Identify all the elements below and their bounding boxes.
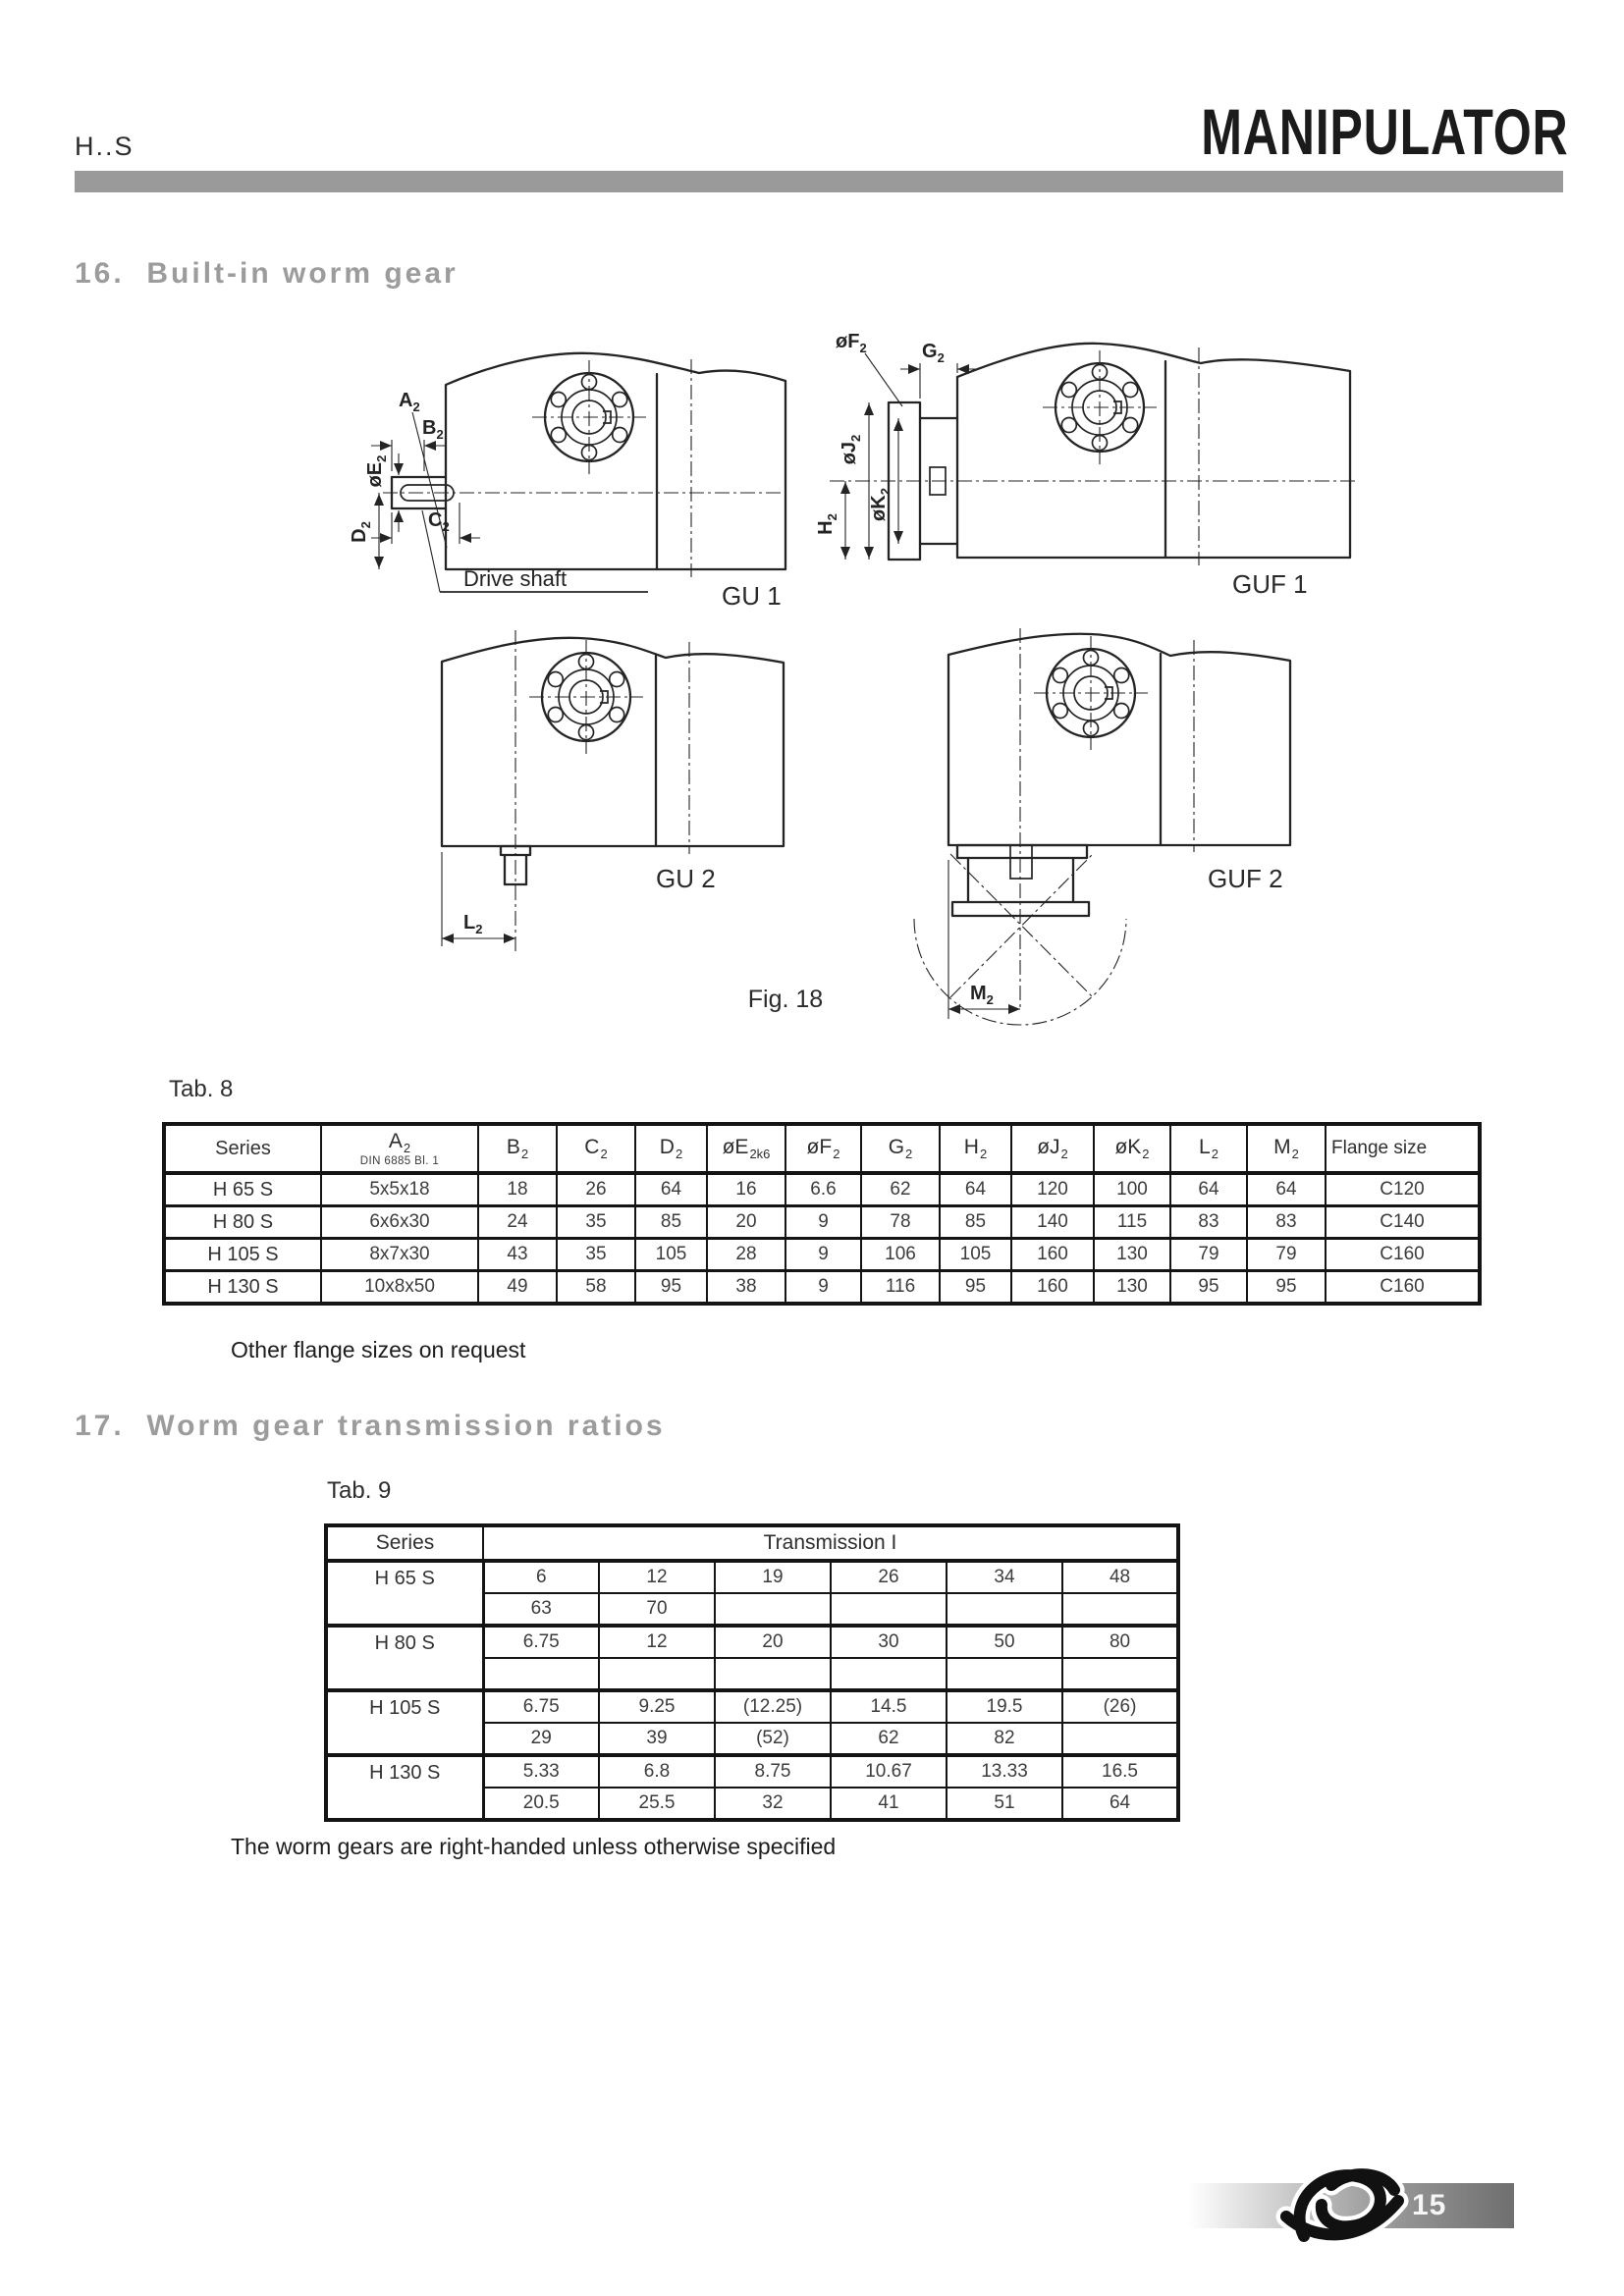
value-cell: 10x8x50: [321, 1271, 478, 1305]
value-cell: C160: [1326, 1271, 1480, 1305]
gu2-flange-view: [529, 640, 643, 754]
value-cell: C120: [1326, 1173, 1480, 1206]
ratio-cell: 8.75: [715, 1755, 831, 1788]
ratio-cell: 39: [599, 1723, 715, 1755]
guf1-caption: GUF 1: [1232, 569, 1308, 599]
value-cell: 160: [1011, 1271, 1094, 1305]
gu2-drawing: [422, 607, 844, 975]
value-cell: C160: [1326, 1239, 1480, 1271]
value-cell: 79: [1247, 1239, 1326, 1271]
value-cell: 83: [1170, 1206, 1247, 1239]
ratio-cell: [831, 1593, 947, 1626]
gu2-body-outline: [442, 630, 784, 952]
section-16-title: 16. Built-in worm gear: [75, 257, 459, 290]
value-cell: 28: [707, 1239, 785, 1271]
ratio-cell: 9.25: [599, 1690, 715, 1723]
value-cell: 43: [478, 1239, 557, 1271]
value-cell: 95: [940, 1271, 1011, 1305]
series-cell: H 130 S: [164, 1271, 321, 1305]
ratio-cell: 32: [715, 1788, 831, 1820]
value-cell: 62: [861, 1173, 940, 1206]
value-cell: 38: [707, 1271, 785, 1305]
tab8-column-header: G2: [861, 1124, 940, 1173]
ratio-cell: [831, 1658, 947, 1690]
guf1-body-outline: [830, 344, 1355, 565]
value-cell: 130: [1094, 1271, 1170, 1305]
ratio-cell: 48: [1062, 1561, 1178, 1593]
series-cell: H 65 S: [326, 1561, 483, 1626]
series-cell: H 80 S: [326, 1626, 483, 1690]
page-number: 15: [1412, 2189, 1447, 2221]
tab9-label: Tab. 9: [327, 1477, 392, 1504]
ratio-cell: [483, 1658, 599, 1690]
ratio-cell: [1062, 1593, 1178, 1626]
ratio-cell: 82: [947, 1723, 1062, 1755]
tab8-row: [164, 1239, 1480, 1271]
guf2-flange-view: [1034, 636, 1148, 750]
ratio-cell: (52): [715, 1723, 831, 1755]
value-cell: 18: [478, 1173, 557, 1206]
drive-shaft-label: Drive shaft: [463, 566, 568, 591]
figure-caption: Fig. 18: [747, 986, 824, 1013]
value-cell: 105: [635, 1239, 707, 1271]
ratio-cell: (12.25): [715, 1690, 831, 1723]
value-cell: 24: [478, 1206, 557, 1239]
series-cell: H 80 S: [164, 1206, 321, 1239]
value-cell: 35: [557, 1206, 635, 1239]
ratio-cell: 29: [483, 1723, 599, 1755]
tab8-column-header: Series: [164, 1124, 321, 1173]
ratio-cell: 6.8: [599, 1755, 715, 1788]
value-cell: 64: [1170, 1173, 1247, 1206]
ratio-cell: 51: [947, 1788, 1062, 1820]
ratio-cell: 34: [947, 1561, 1062, 1593]
value-cell: 95: [635, 1271, 707, 1305]
tab8-column-header: B2: [478, 1124, 557, 1173]
value-cell: 95: [1247, 1271, 1326, 1305]
tab8-column-header: øE2k6: [707, 1124, 785, 1173]
tab8-row: [164, 1173, 1480, 1206]
tab8-column-header: D2: [635, 1124, 707, 1173]
ratio-cell: 12: [599, 1626, 715, 1658]
value-cell: 6x6x30: [321, 1206, 478, 1239]
guf2-caption: GUF 2: [1208, 864, 1283, 893]
dim-label-a2: $A_2$: [399, 390, 420, 414]
ratio-cell: 20: [715, 1626, 831, 1658]
ratio-cell: [715, 1658, 831, 1690]
value-cell: 16: [707, 1173, 785, 1206]
dim-label-b2: $B_2$: [422, 417, 444, 442]
value-cell: 79: [1170, 1239, 1247, 1271]
ratio-cell: (26): [1062, 1690, 1178, 1723]
tab9-body: [326, 1561, 1178, 1820]
dim-label-e2: $øE_2$: [364, 454, 389, 488]
ratio-cell: 70: [599, 1593, 715, 1626]
dim-label-c2: $C_2$: [428, 509, 450, 534]
tab8-column-header: øF2: [785, 1124, 861, 1173]
ratio-cell: [947, 1593, 1062, 1626]
tab9-row: [326, 1690, 1178, 1723]
ratio-cell: 6.75: [483, 1626, 599, 1658]
brand-logo: [1274, 2156, 1414, 2260]
guf1-flange-view: [1043, 350, 1157, 464]
value-cell: 78: [861, 1206, 940, 1239]
ratio-cell: 62: [831, 1723, 947, 1755]
series-cell: H 65 S: [164, 1173, 321, 1206]
value-cell: 9: [785, 1239, 861, 1271]
value-cell: 120: [1011, 1173, 1094, 1206]
tab8-column-header: øJ2: [1011, 1124, 1094, 1173]
tab9-series-header: Series: [326, 1525, 483, 1561]
value-cell: 85: [635, 1206, 707, 1239]
worm-gear-note: The worm gears are right-handed unless otherwise specified: [231, 1834, 837, 1859]
dim-label-j2: $øJ_2$: [839, 434, 863, 465]
gu1-caption: GU 1: [722, 581, 782, 611]
series-cell: H 105 S: [164, 1239, 321, 1271]
value-cell: 64: [1247, 1173, 1326, 1206]
value-cell: 85: [940, 1206, 1011, 1239]
ratio-cell: 41: [831, 1788, 947, 1820]
series-cell: H 130 S: [326, 1755, 483, 1820]
tab8-column-header: Flange size: [1326, 1124, 1480, 1173]
section-17-title: 17. Worm gear transmission ratios: [75, 1410, 666, 1442]
value-cell: 35: [557, 1239, 635, 1271]
dim-label-f2: $øF_2$: [836, 331, 867, 355]
value-cell: 58: [557, 1271, 635, 1305]
tab8-column-header: M2: [1247, 1124, 1326, 1173]
gu1-drawing: [349, 324, 805, 623]
ratio-cell: 13.33: [947, 1755, 1062, 1788]
value-cell: 6.6: [785, 1173, 861, 1206]
tab8-body: [164, 1173, 1480, 1304]
value-cell: 64: [635, 1173, 707, 1206]
ratio-cell: 50: [947, 1626, 1062, 1658]
ratio-cell: [599, 1658, 715, 1690]
ratio-cell: [1062, 1658, 1178, 1690]
value-cell: 100: [1094, 1173, 1170, 1206]
tab8-column-header: øK2: [1094, 1124, 1170, 1173]
dim-label-d2: $D_2$: [349, 521, 373, 543]
value-cell: 20: [707, 1206, 785, 1239]
guf2-drawing: [913, 607, 1350, 1043]
ratio-cell: 80: [1062, 1626, 1178, 1658]
tab8-column-header: A2 DIN 6885 Bl. 1: [321, 1124, 478, 1173]
value-cell: 115: [1094, 1206, 1170, 1239]
tab8-column-header: L2: [1170, 1124, 1247, 1173]
dim-label-l2: $L_2$: [463, 912, 483, 936]
ratio-cell: 25.5: [599, 1788, 715, 1820]
guf1-drawing: [815, 312, 1380, 612]
value-cell: 106: [861, 1239, 940, 1271]
value-cell: 8x7x30: [321, 1239, 478, 1271]
guf2-body-outline: [914, 628, 1290, 1025]
value-cell: 130: [1094, 1239, 1170, 1271]
value-cell: 83: [1247, 1206, 1326, 1239]
ratio-cell: 19: [715, 1561, 831, 1593]
gu2-caption: GU 2: [656, 864, 716, 893]
ratio-cell: [715, 1593, 831, 1626]
value-cell: 64: [940, 1173, 1011, 1206]
series-cell: H 105 S: [326, 1690, 483, 1755]
ratio-cell: 64: [1062, 1788, 1178, 1820]
value-cell: 95: [1170, 1271, 1247, 1305]
ratio-cell: 19.5: [947, 1690, 1062, 1723]
ratio-cell: 63: [483, 1593, 599, 1626]
gu1-flange-view: [532, 360, 646, 474]
tab9-transmission-header: Transmission I: [483, 1525, 1178, 1561]
flange-note: Other flange sizes on request: [231, 1337, 526, 1362]
ratio-cell: [1062, 1723, 1178, 1755]
value-cell: 9: [785, 1271, 861, 1305]
tab8-label: Tab. 8: [169, 1076, 234, 1102]
value-cell: C140: [1326, 1206, 1480, 1239]
ratio-cell: 6.75: [483, 1690, 599, 1723]
value-cell: 49: [478, 1271, 557, 1305]
tab9-table: [324, 1523, 1180, 1822]
ratio-cell: 12: [599, 1561, 715, 1593]
dim-label-k2: $øK_2$: [868, 488, 893, 521]
header-rule: [75, 171, 1563, 192]
ratio-cell: 5.33: [483, 1755, 599, 1788]
tab8-column-header: C2: [557, 1124, 635, 1173]
dim-label-g2: $G_2$: [922, 341, 945, 365]
value-cell: 26: [557, 1173, 635, 1206]
value-cell: 9: [785, 1206, 861, 1239]
tab8-head: [164, 1124, 1480, 1173]
ratio-cell: 20.5: [483, 1788, 599, 1820]
brand-title: MANIPULATOR: [1201, 95, 1569, 168]
tab8-column-header: H2: [940, 1124, 1011, 1173]
value-cell: 5x5x18: [321, 1173, 478, 1206]
value-cell: 140: [1011, 1206, 1094, 1239]
model-code: H..S: [75, 132, 135, 161]
ratio-cell: [947, 1658, 1062, 1690]
ratio-cell: 16.5: [1062, 1755, 1178, 1788]
ratio-cell: 10.67: [831, 1755, 947, 1788]
tab9-row: [326, 1626, 1178, 1658]
ratio-cell: 30: [831, 1626, 947, 1658]
tab9-row: [326, 1755, 1178, 1788]
ratio-cell: 14.5: [831, 1690, 947, 1723]
value-cell: 160: [1011, 1239, 1094, 1271]
dim-label-m2: $M_2$: [970, 983, 994, 1007]
tab8-row: [164, 1206, 1480, 1239]
dim-label-h2: $H_2$: [815, 513, 839, 535]
value-cell: 105: [940, 1239, 1011, 1271]
ratio-cell: 26: [831, 1561, 947, 1593]
tab9-row: [326, 1561, 1178, 1593]
tab8-table: [162, 1122, 1482, 1306]
tab9-head: [326, 1525, 1178, 1561]
ratio-cell: 6: [483, 1561, 599, 1593]
tab8-row: [164, 1271, 1480, 1305]
value-cell: 116: [861, 1271, 940, 1305]
